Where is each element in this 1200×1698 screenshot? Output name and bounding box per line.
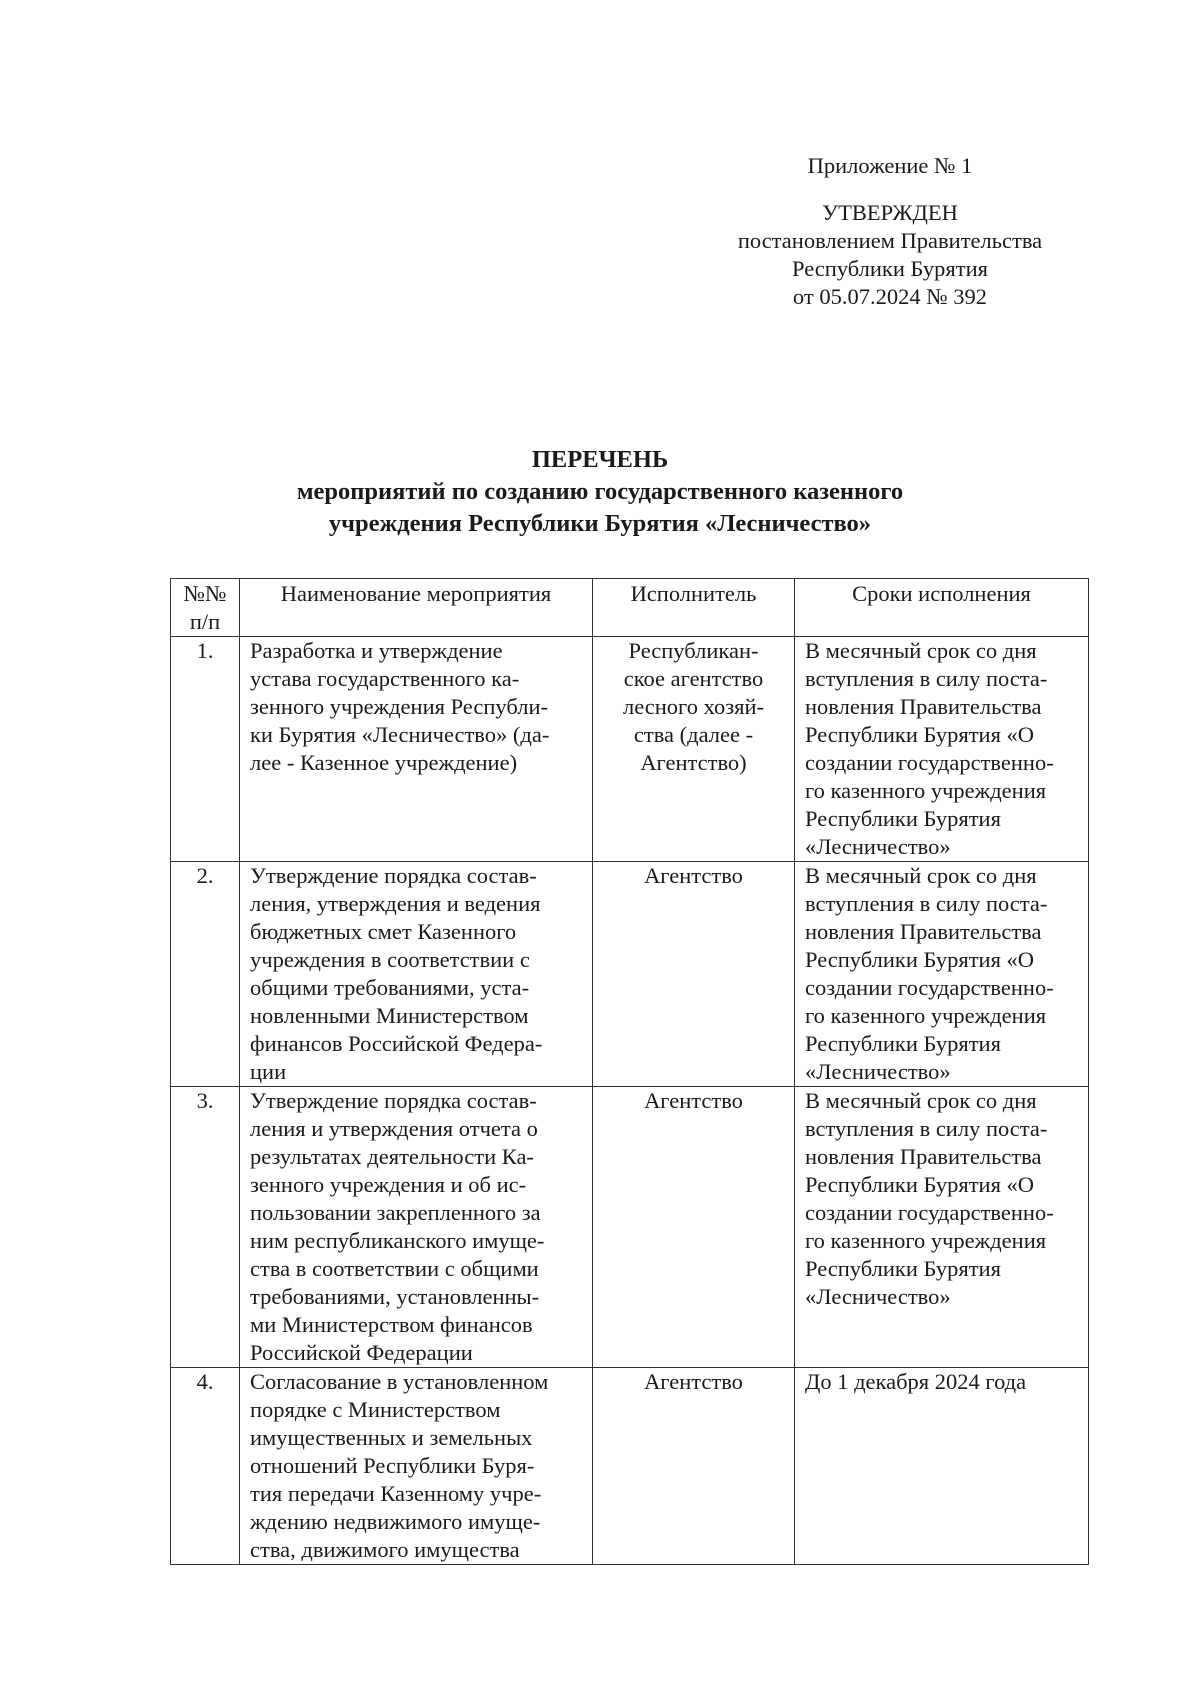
term-line: В месячный срок со дня: [805, 1088, 1037, 1113]
term-line: Республики Бурятия «О: [805, 722, 1035, 747]
term-line: вступления в силу поста-: [805, 1116, 1048, 1141]
measure-name-cell: [240, 1087, 593, 1368]
measure-name-line: Разработка и утверждение: [250, 638, 503, 663]
term-line: «Лесничество»: [805, 1284, 951, 1309]
measure-name-line: ции: [250, 1059, 287, 1084]
table-row: [171, 1368, 1089, 1565]
measure-name-line: устава государственного ка-: [250, 666, 520, 691]
measures-table: [170, 578, 1089, 1565]
measure-name-line: Российской Федерации: [250, 1340, 473, 1365]
appendix-label: Приложение № 1: [807, 153, 973, 178]
measure-name-line: порядке с Министерством: [250, 1397, 501, 1422]
column-header-executor: Исполнитель: [593, 579, 795, 637]
term-line: До 1 декабря 2024 года: [805, 1369, 1027, 1394]
executor-cell: [593, 1087, 795, 1368]
term-line: го казенного учреждения: [805, 1003, 1047, 1028]
executor-line: лесного хозяй-: [622, 694, 764, 719]
table-row: [171, 637, 1089, 862]
table-row: [171, 1087, 1089, 1368]
measure-name-line: лее - Казенное учреждение): [250, 750, 518, 775]
measure-name-line: общими требованиями, уста-: [250, 975, 530, 1000]
measure-name-line: зенного учреждения и об ис-: [250, 1172, 527, 1197]
executor-cell: [593, 862, 795, 1087]
measure-name-line: финансов Российской Федера-: [250, 1031, 543, 1056]
term-line: создании государственно-: [805, 975, 1054, 1000]
term-line: го казенного учреждения: [805, 778, 1047, 803]
measure-name-line: ним республиканского имуще-: [250, 1228, 545, 1253]
title-line2: мероприятий по созданию государственного казенного: [296, 478, 904, 505]
executor-line: Агентство: [644, 863, 743, 888]
title-line3: учреждения Республики Бурятия «Лесничество»: [328, 510, 872, 537]
term-cell: [795, 1368, 1089, 1565]
term-line: новления Правительства: [805, 694, 1042, 719]
approval-block: [690, 199, 1090, 311]
executor-line: ское агентство: [623, 666, 764, 691]
measure-name-line: ства, движимого имущества: [250, 1537, 520, 1562]
term-line: «Лесничество»: [805, 834, 951, 859]
column-header-number-line1: №№: [183, 581, 227, 606]
row-number: 3.: [171, 1087, 240, 1368]
approved-date: от 05.07.2024 № 392: [792, 284, 988, 309]
column-header-name: Наименование мероприятия: [240, 579, 593, 637]
measure-name-line: бюджетных смет Казенного: [250, 919, 517, 944]
term-line: В месячный срок со дня: [805, 638, 1037, 663]
measure-name-line: Утверждение порядка состав-: [250, 863, 537, 888]
measure-name-line: ления, утверждения и ведения: [250, 891, 541, 916]
measure-name-line: отношений Республики Буря-: [250, 1453, 535, 1478]
term-line: вступления в силу поста-: [805, 891, 1048, 916]
term-cell: [795, 862, 1089, 1087]
executor-line: ства (далее -: [633, 722, 754, 747]
measure-name-line: требованиями, установленны-: [250, 1284, 540, 1309]
term-line: го казенного учреждения: [805, 1228, 1047, 1253]
column-header-number-line2: п/п: [189, 609, 221, 634]
term-line: создании государственно-: [805, 1200, 1054, 1225]
row-number: 4.: [171, 1368, 240, 1565]
column-header-number: [171, 579, 240, 637]
approved-heading: УТВЕРЖДЕН: [822, 200, 958, 225]
row-number: 1.: [171, 637, 240, 862]
term-line: «Лесничество»: [805, 1059, 951, 1084]
executor-line: Республикан-: [628, 638, 759, 663]
row-number: 2.: [171, 862, 240, 1087]
term-line: новления Правительства: [805, 919, 1042, 944]
table-row: [171, 862, 1089, 1087]
measure-name-line: пользовании закрепленного за: [250, 1200, 541, 1225]
table-header-row: [171, 579, 1089, 637]
measure-name-line: тия передачи Казенному учре-: [250, 1481, 542, 1506]
term-line: создании государственно-: [805, 750, 1054, 775]
measure-name-line: ки Бурятия «Лесничество» (да-: [250, 722, 550, 747]
measure-name-line: учреждения в соответствии с: [250, 947, 530, 972]
term-cell: [795, 1087, 1089, 1368]
measure-name-cell: [240, 1368, 593, 1565]
term-line: Республики Бурятия «О: [805, 947, 1035, 972]
term-line: Республики Бурятия «О: [805, 1172, 1035, 1197]
executor-line: Агентство): [640, 750, 747, 775]
measure-name-line: ления и утверждения отчета о: [250, 1116, 538, 1141]
measure-name-cell: [240, 862, 593, 1087]
measure-name-line: имущественных и земельных: [250, 1425, 533, 1450]
approved-by-line2: Республики Бурятия: [792, 256, 988, 281]
term-cell: [795, 637, 1089, 862]
measure-name-line: результатах деятельности Ка-: [250, 1144, 534, 1169]
column-header-term: Сроки исполнения: [795, 579, 1089, 637]
measure-name-line: Согласование в установленном: [250, 1369, 549, 1394]
term-line: новления Правительства: [805, 1144, 1042, 1169]
measure-name-line: ства в соответствии с общими: [250, 1256, 539, 1281]
measure-name-line: ждению недвижимого имуще-: [250, 1509, 541, 1534]
measure-name-line: ми Министерством финансов: [250, 1312, 533, 1337]
measure-name-line: Утверждение порядка состав-: [250, 1088, 537, 1113]
approved-by-line1: постановлением Правительства: [737, 228, 1043, 253]
term-line: Республики Бурятия: [805, 806, 1001, 831]
executor-line: Агентство: [644, 1369, 743, 1394]
executor-line: Агентство: [644, 1088, 743, 1113]
executor-cell: [593, 1368, 795, 1565]
document-title: [180, 444, 1020, 540]
title-line1: ПЕРЕЧЕНЬ: [531, 446, 669, 473]
executor-cell: [593, 637, 795, 862]
term-line: В месячный срок со дня: [805, 863, 1037, 888]
measure-name-line: зенного учреждения Республи-: [250, 694, 548, 719]
term-line: Республики Бурятия: [805, 1256, 1001, 1281]
measure-name-line: новленными Министерством: [250, 1003, 529, 1028]
measure-name-cell: [240, 637, 593, 862]
term-line: Республики Бурятия: [805, 1031, 1001, 1056]
term-line: вступления в силу поста-: [805, 666, 1048, 691]
